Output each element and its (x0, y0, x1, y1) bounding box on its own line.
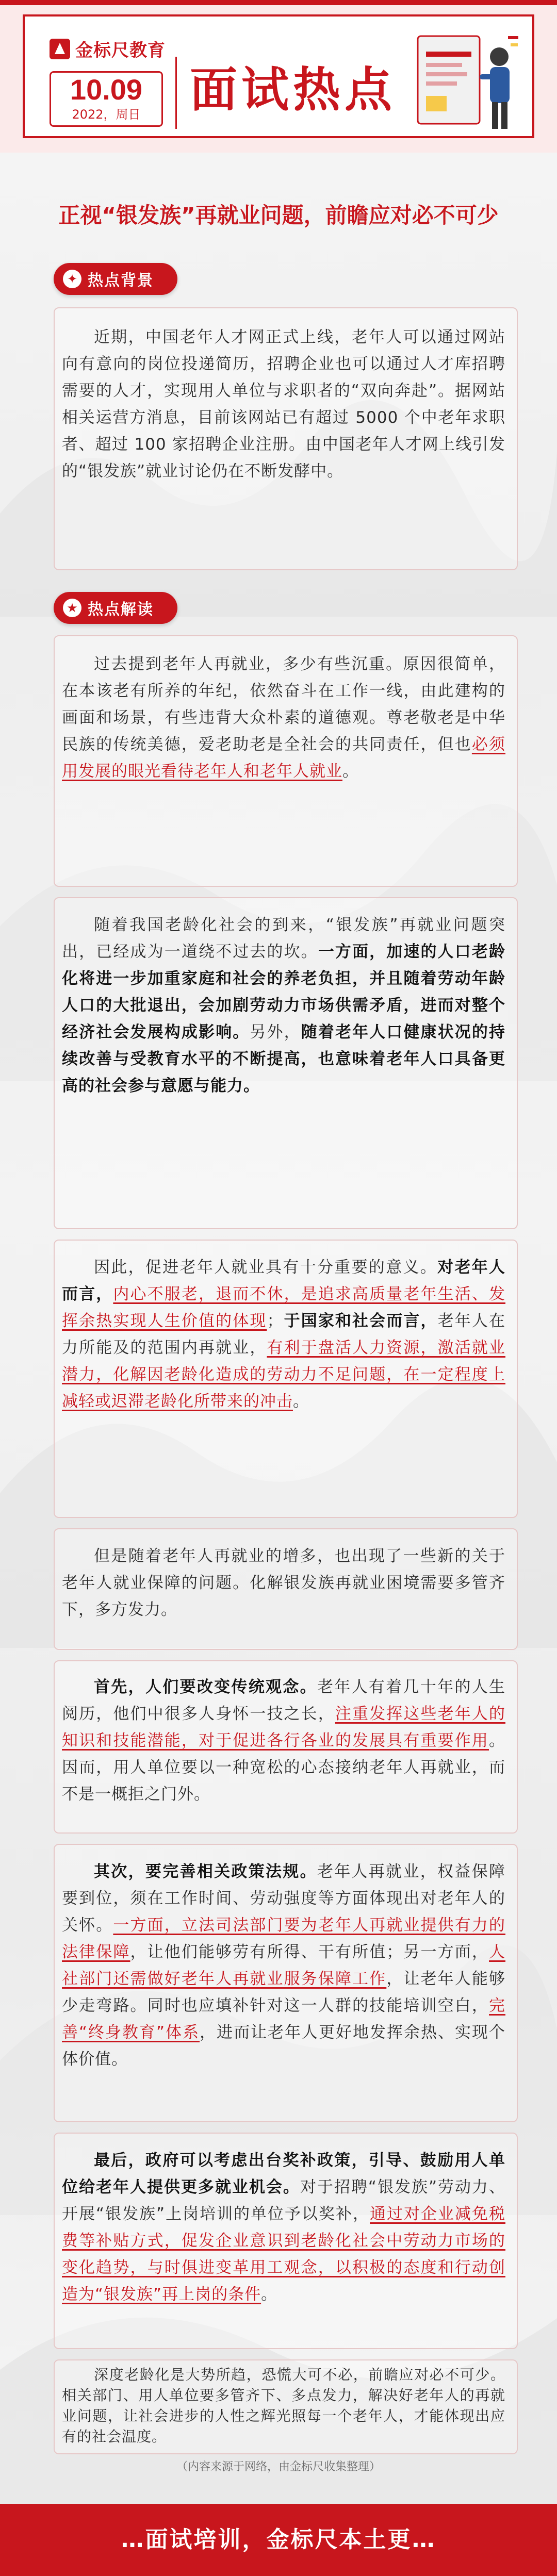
text-run: 。 (293, 1392, 309, 1411)
date-main: 10.09 (70, 73, 143, 106)
compass-icon: ✦ (63, 270, 81, 288)
text-run: 老年人在力所能及的范围内再就业， (62, 1312, 506, 1357)
bold-text: 最后，政府可以考虑出台奖补政策，引导、鼓励用人单位给老年人提供更多就业机会。 (62, 2151, 505, 2197)
highlight-text: 内心不服老，退而不休，是追求高质量老年生活、发挥余热实现人生价值的体现 (62, 1285, 506, 1330)
highlight-text: 人社部门还需做好老年人再就业服务保障工作 (62, 1943, 506, 1988)
header (0, 0, 557, 153)
text-run: ； (267, 1312, 284, 1330)
highlight-text: 有利于盘活人力资源，激活就业潜力，化解因老龄化造成的劳动力不足问题，在一定程度上减轻或迟滞老龄化所带来的冲击 (62, 1339, 506, 1411)
date-box (50, 71, 163, 127)
document-person-illustration-icon (407, 21, 526, 139)
highlight-text: 必须用发展的眼光看待老年人和老年人就业 (62, 735, 506, 781)
text-run: 。因而，用人单位要以一种宽松的心态接纳老年人再就业，而不是一概拒之门外。 (62, 1731, 505, 1804)
text-run: 。 (261, 2285, 278, 2304)
logo-mark-icon (50, 39, 70, 59)
paragraph-7 (62, 1858, 505, 2073)
section-label-text: 热点背景 (88, 272, 154, 290)
logo (50, 36, 166, 61)
article-title: 正视“银发族”再就业问题，前瞻应对必不可少 (58, 203, 499, 228)
text-run: ，进而让老年人更好地发挥余热、实现个体价值。 (62, 2023, 505, 2069)
text-run: 过去提到老年人再就业，多少有些沉重。原因很简单，在本该老有所养的年纪，依然奋斗在工作一线，由此建构的画面和场景，有些违背大众朴素的道德观。尊老敬老是中华民族的传统美德，爱老助老是全社会的共同责任，但也 (62, 655, 505, 754)
source-note: （内容来源于网络，由金标尺收集整理） (176, 2461, 381, 2473)
bold-text: 随着老年人口健康状况的持续改善与受教育水平的不断提高，也意味着老年人口具备更高的社会参与意愿与能力。 (62, 1023, 506, 1095)
section-label-background (54, 263, 177, 295)
header-divider (175, 57, 177, 129)
text-run: 对于招聘“银发族”劳动力、开展“银发族”上岗培训的单位予以奖补， (62, 2178, 505, 2223)
highlight-text: 一方面，立法司法部门要为老年人再就业提供有力的法律保障 (62, 1916, 506, 1961)
paragraph-9: 深度老龄化是大势所趋，恐慌大可不必，前瞻应对必不可少。相关部门、用人单位要多管齐下、多点发力，解决好老年人的再就业问题，让社会进步的人性之辉光照每一个老年人，才能体现出应有的社会温度。 (62, 2366, 505, 2445)
text-run: ，让他们能够劳有所得、干有所值；另一方面， (130, 1943, 489, 1961)
highlight-text: 通过对企业减免税费等补贴方式，促发企业意识到老龄化社会中劳动力市场的变化趋势，与时俱进变革用工观念，以积极的态度和行动创造为“银发族”再上岗的条件 (62, 2205, 505, 2304)
date-sub: 2022，周日 (72, 107, 141, 122)
paragraph-5: 但是随着老年人再就业的增多，也出现了一些新的关于老年人就业保障的问题。化解银发族再就业困境需要多管齐下，多方发力。 (62, 1547, 505, 1619)
bold-text: 于国家和社会而言， (283, 1312, 438, 1330)
section-label-text: 热点解读 (88, 601, 154, 619)
paragraph-2 (62, 651, 505, 785)
star-icon: ★ (63, 599, 81, 617)
text-run: 因此，促进老年人就业具有十分重要的意义。 (94, 1258, 438, 1277)
text-run: 。 (342, 762, 359, 781)
text-run: 老年人再就业，权益保障要到位，须在工作时间、劳动强度等方面体现出对老年人的关怀。 (62, 1862, 506, 1935)
footer-banner: …面试培训，金标尺本土更… (0, 2504, 557, 2576)
paragraph-1: 近期，中国老年人才网正式上线，老年人可以通过网站向有意向的岗位投递简历，招聘企业也可以通过人才库招聘需要的人才，实现用人单位与求职者的“双向奔赴”。据网站相关运营方消息，目前该网站已有超过 5000 个中老年求职者、超过 100 家招聘企业注册。由中国老年人才网上线引发的“银发族”就业讨论仍在不断发酵中。 (62, 328, 505, 481)
paragraph-3 (62, 912, 505, 1099)
text-run: 另外， (250, 1023, 301, 1042)
paragraph-4 (62, 1254, 505, 1415)
header-top-line (0, 0, 557, 5)
section-label-analysis (54, 592, 177, 624)
text-run: 老年人有着几十年的人生阅历，他们中很多人身怀一技之长， (62, 1678, 506, 1723)
text-run: ，让老年人能够少走弯路。同时也应填补针对这一人群的技能培训空白， (62, 1970, 506, 2015)
header-title: 面试热点 (190, 62, 397, 118)
bold-text: 首先，人们要改变传统观念。 (94, 1678, 317, 1696)
bold-text: 其次，要完善相关政策法规。 (94, 1862, 317, 1881)
logo-text: 金标尺教育 (75, 40, 166, 61)
text-run: 随着我国老龄化社会的到来，“银发族”再就业问题突出，已经成为一道绕不过去的坎。 (62, 916, 505, 961)
paragraph-8 (62, 2147, 505, 2308)
paragraph-6 (62, 1674, 505, 1808)
highlight-text: 注重发挥这些老年人的知识和技能潜能，对于促进各行各业的发展具有重要作用 (62, 1705, 506, 1750)
bold-text: 对老年人而言， (62, 1258, 506, 1303)
highlight-text: 完善“终身教育”体系 (62, 1996, 505, 2042)
bold-text: 一方面，加速的人口老龄化将进一步加重家庭和社会的养老负担，并且随着劳动年龄人口的大批退出，会加剧劳动力市场供需矛盾，进而对整个经济社会发展构成影响。 (62, 943, 506, 1042)
